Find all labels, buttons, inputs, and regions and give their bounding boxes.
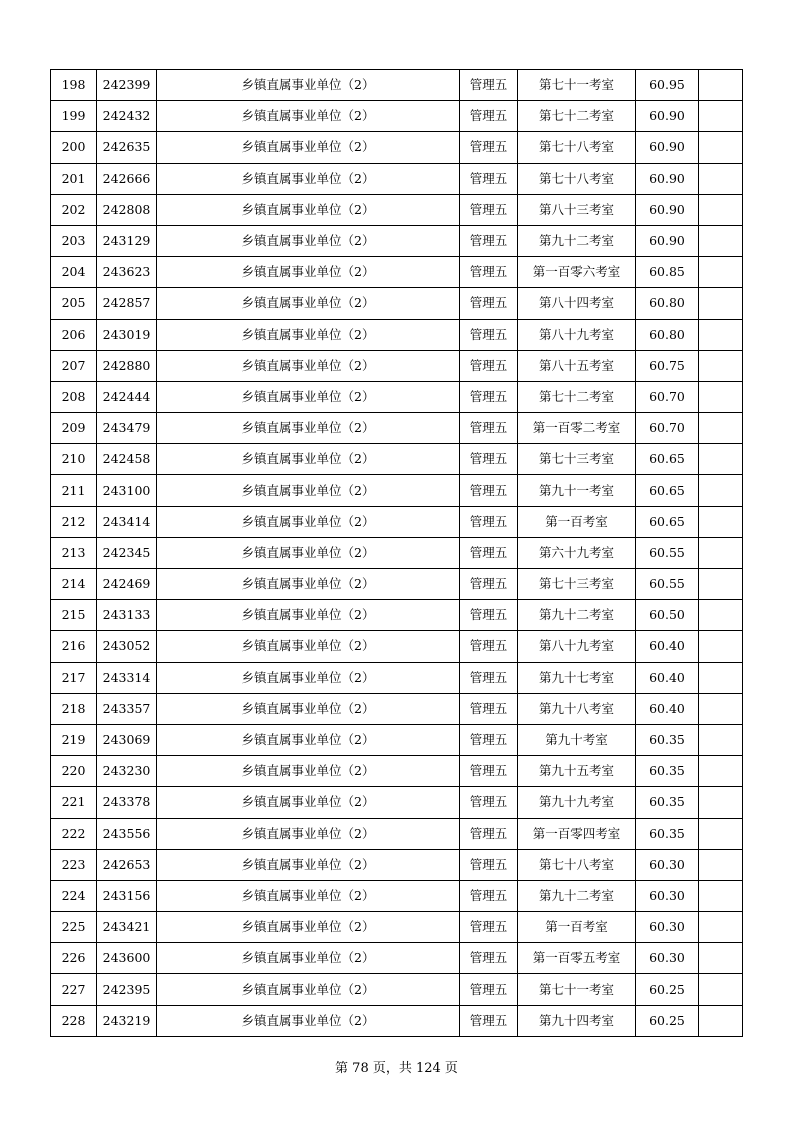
- note-cell: [699, 818, 743, 849]
- table-row: [51, 132, 743, 163]
- serial-cell: 224: [51, 880, 97, 911]
- score-cell: 60.95: [636, 70, 699, 101]
- unit-cell: 乡镇直属事业单位（2）: [157, 631, 460, 662]
- post-cell: 管理五: [460, 756, 518, 787]
- post-cell: 管理五: [460, 288, 518, 319]
- unit-cell: 乡镇直属事业单位（2）: [157, 444, 460, 475]
- exam-id-cell: 243156: [97, 880, 157, 911]
- serial-cell: 228: [51, 1005, 97, 1036]
- exam-id-cell: 243378: [97, 787, 157, 818]
- exam-room-cell: 第一百零六考室: [518, 257, 636, 288]
- table-row: [51, 693, 743, 724]
- unit-cell: 乡镇直属事业单位（2）: [157, 943, 460, 974]
- table-row: [51, 381, 743, 412]
- exam-id-cell: 243230: [97, 756, 157, 787]
- unit-cell: 乡镇直属事业单位（2）: [157, 724, 460, 755]
- table-row: [51, 724, 743, 755]
- serial-cell: 199: [51, 101, 97, 132]
- table-row: [51, 257, 743, 288]
- exam-room-cell: 第八十九考室: [518, 319, 636, 350]
- post-cell: 管理五: [460, 381, 518, 412]
- note-cell: [699, 288, 743, 319]
- note-cell: [699, 600, 743, 631]
- table-row: [51, 101, 743, 132]
- score-cell: 60.30: [636, 943, 699, 974]
- score-cell: 60.35: [636, 787, 699, 818]
- exam-room-cell: 第九十七考室: [518, 662, 636, 693]
- unit-cell: 乡镇直属事业单位（2）: [157, 662, 460, 693]
- exam-id-cell: 243623: [97, 257, 157, 288]
- table-row: [51, 818, 743, 849]
- table-row: [51, 537, 743, 568]
- table-row: [51, 849, 743, 880]
- table-row: [51, 194, 743, 225]
- serial-cell: 225: [51, 912, 97, 943]
- serial-cell: 210: [51, 444, 97, 475]
- table-row: [51, 631, 743, 662]
- note-cell: [699, 381, 743, 412]
- unit-cell: 乡镇直属事业单位（2）: [157, 381, 460, 412]
- note-cell: [699, 70, 743, 101]
- post-cell: 管理五: [460, 506, 518, 537]
- serial-cell: 215: [51, 600, 97, 631]
- post-cell: 管理五: [460, 880, 518, 911]
- table-row: [51, 225, 743, 256]
- exam-room-cell: 第八十九考室: [518, 631, 636, 662]
- note-cell: [699, 225, 743, 256]
- exam-room-cell: 第六十九考室: [518, 537, 636, 568]
- post-cell: 管理五: [460, 350, 518, 381]
- exam-room-cell: 第九十二考室: [518, 600, 636, 631]
- post-cell: 管理五: [460, 101, 518, 132]
- unit-cell: 乡镇直属事业单位（2）: [157, 101, 460, 132]
- unit-cell: 乡镇直属事业单位（2）: [157, 569, 460, 600]
- unit-cell: 乡镇直属事业单位（2）: [157, 506, 460, 537]
- score-cell: 60.65: [636, 475, 699, 506]
- exam-room-cell: 第八十五考室: [518, 350, 636, 381]
- note-cell: [699, 880, 743, 911]
- score-cell: 60.35: [636, 818, 699, 849]
- note-cell: [699, 194, 743, 225]
- score-cell: 60.90: [636, 225, 699, 256]
- serial-cell: 214: [51, 569, 97, 600]
- post-cell: 管理五: [460, 537, 518, 568]
- note-cell: [699, 444, 743, 475]
- score-cell: 60.70: [636, 381, 699, 412]
- note-cell: [699, 724, 743, 755]
- note-cell: [699, 319, 743, 350]
- unit-cell: 乡镇直属事业单位（2）: [157, 194, 460, 225]
- score-cell: 60.30: [636, 849, 699, 880]
- note-cell: [699, 413, 743, 444]
- serial-cell: 203: [51, 225, 97, 256]
- unit-cell: 乡镇直属事业单位（2）: [157, 70, 460, 101]
- exam-room-cell: 第八十三考室: [518, 194, 636, 225]
- unit-cell: 乡镇直属事业单位（2）: [157, 880, 460, 911]
- post-cell: 管理五: [460, 444, 518, 475]
- note-cell: [699, 1005, 743, 1036]
- page-footer: 第 78 页，共 124 页: [335, 1061, 458, 1076]
- exam-room-cell: 第七十八考室: [518, 163, 636, 194]
- serial-cell: 212: [51, 506, 97, 537]
- score-cell: 60.40: [636, 662, 699, 693]
- serial-cell: 202: [51, 194, 97, 225]
- post-cell: 管理五: [460, 1005, 518, 1036]
- score-cell: 60.50: [636, 600, 699, 631]
- score-cell: 60.25: [636, 1005, 699, 1036]
- post-cell: 管理五: [460, 849, 518, 880]
- table-body: [51, 70, 743, 1037]
- exam-room-cell: 第九十四考室: [518, 1005, 636, 1036]
- exam-id-cell: 242395: [97, 974, 157, 1005]
- exam-room-cell: 第九十一考室: [518, 475, 636, 506]
- post-cell: 管理五: [460, 569, 518, 600]
- note-cell: [699, 943, 743, 974]
- exam-room-cell: 第七十一考室: [518, 70, 636, 101]
- score-cell: 60.30: [636, 912, 699, 943]
- note-cell: [699, 631, 743, 662]
- exam-room-cell: 第七十八考室: [518, 849, 636, 880]
- post-cell: 管理五: [460, 319, 518, 350]
- post-cell: 管理五: [460, 693, 518, 724]
- serial-cell: 227: [51, 974, 97, 1005]
- note-cell: [699, 569, 743, 600]
- post-cell: 管理五: [460, 787, 518, 818]
- exam-id-cell: 243133: [97, 600, 157, 631]
- exam-id-cell: 243069: [97, 724, 157, 755]
- unit-cell: 乡镇直属事业单位（2）: [157, 475, 460, 506]
- exam-room-cell: 第七十三考室: [518, 569, 636, 600]
- unit-cell: 乡镇直属事业单位（2）: [157, 225, 460, 256]
- table-row: [51, 506, 743, 537]
- serial-cell: 211: [51, 475, 97, 506]
- unit-cell: 乡镇直属事业单位（2）: [157, 1005, 460, 1036]
- unit-cell: 乡镇直属事业单位（2）: [157, 163, 460, 194]
- serial-cell: 222: [51, 818, 97, 849]
- exam-id-cell: 243414: [97, 506, 157, 537]
- unit-cell: 乡镇直属事业单位（2）: [157, 537, 460, 568]
- score-cell: 60.35: [636, 756, 699, 787]
- score-cell: 60.30: [636, 880, 699, 911]
- unit-cell: 乡镇直属事业单位（2）: [157, 288, 460, 319]
- exam-room-cell: 第一百零五考室: [518, 943, 636, 974]
- note-cell: [699, 163, 743, 194]
- exam-id-cell: 242857: [97, 288, 157, 319]
- post-cell: 管理五: [460, 724, 518, 755]
- post-cell: 管理五: [460, 631, 518, 662]
- exam-id-cell: 243219: [97, 1005, 157, 1036]
- post-cell: 管理五: [460, 225, 518, 256]
- post-cell: 管理五: [460, 413, 518, 444]
- serial-cell: 200: [51, 132, 97, 163]
- post-cell: 管理五: [460, 600, 518, 631]
- serial-cell: 198: [51, 70, 97, 101]
- note-cell: [699, 132, 743, 163]
- score-cell: 60.90: [636, 101, 699, 132]
- exam-id-cell: 242880: [97, 350, 157, 381]
- serial-cell: 204: [51, 257, 97, 288]
- table-row: [51, 880, 743, 911]
- table-row: [51, 569, 743, 600]
- table-row: [51, 444, 743, 475]
- exam-id-cell: 242666: [97, 163, 157, 194]
- unit-cell: 乡镇直属事业单位（2）: [157, 350, 460, 381]
- exam-room-cell: 第七十二考室: [518, 101, 636, 132]
- unit-cell: 乡镇直属事业单位（2）: [157, 257, 460, 288]
- exam-id-cell: 242399: [97, 70, 157, 101]
- table-row: [51, 413, 743, 444]
- score-cell: 60.40: [636, 693, 699, 724]
- score-cell: 60.85: [636, 257, 699, 288]
- exam-id-cell: 242345: [97, 537, 157, 568]
- table-row: [51, 600, 743, 631]
- score-cell: 60.90: [636, 132, 699, 163]
- exam-id-cell: 243357: [97, 693, 157, 724]
- unit-cell: 乡镇直属事业单位（2）: [157, 787, 460, 818]
- unit-cell: 乡镇直属事业单位（2）: [157, 974, 460, 1005]
- exam-id-cell: 242458: [97, 444, 157, 475]
- score-cell: 60.90: [636, 194, 699, 225]
- post-cell: 管理五: [460, 943, 518, 974]
- exam-room-cell: 第九十考室: [518, 724, 636, 755]
- note-cell: [699, 693, 743, 724]
- table-row: [51, 163, 743, 194]
- exam-id-cell: 243600: [97, 943, 157, 974]
- exam-id-cell: 242808: [97, 194, 157, 225]
- exam-id-cell: 242432: [97, 101, 157, 132]
- serial-cell: 216: [51, 631, 97, 662]
- exam-id-cell: 243100: [97, 475, 157, 506]
- score-cell: 60.80: [636, 319, 699, 350]
- unit-cell: 乡镇直属事业单位（2）: [157, 912, 460, 943]
- score-cell: 60.25: [636, 974, 699, 1005]
- score-cell: 60.55: [636, 537, 699, 568]
- note-cell: [699, 475, 743, 506]
- unit-cell: 乡镇直属事业单位（2）: [157, 600, 460, 631]
- post-cell: 管理五: [460, 70, 518, 101]
- serial-cell: 213: [51, 537, 97, 568]
- note-cell: [699, 756, 743, 787]
- exam-id-cell: 243129: [97, 225, 157, 256]
- exam-room-cell: 第九十二考室: [518, 880, 636, 911]
- score-cell: 60.35: [636, 724, 699, 755]
- score-cell: 60.40: [636, 631, 699, 662]
- unit-cell: 乡镇直属事业单位（2）: [157, 818, 460, 849]
- table-row: [51, 912, 743, 943]
- serial-cell: 221: [51, 787, 97, 818]
- table-row: [51, 350, 743, 381]
- score-cell: 60.65: [636, 444, 699, 475]
- post-cell: 管理五: [460, 194, 518, 225]
- unit-cell: 乡镇直属事业单位（2）: [157, 849, 460, 880]
- serial-cell: 226: [51, 943, 97, 974]
- table-row: [51, 943, 743, 974]
- unit-cell: 乡镇直属事业单位（2）: [157, 693, 460, 724]
- table-row: [51, 974, 743, 1005]
- post-cell: 管理五: [460, 163, 518, 194]
- exam-room-cell: 第七十二考室: [518, 381, 636, 412]
- exam-room-cell: 第一百零四考室: [518, 818, 636, 849]
- serial-cell: 217: [51, 662, 97, 693]
- serial-cell: 219: [51, 724, 97, 755]
- unit-cell: 乡镇直属事业单位（2）: [157, 413, 460, 444]
- results-table: [50, 69, 743, 1037]
- post-cell: 管理五: [460, 974, 518, 1005]
- serial-cell: 205: [51, 288, 97, 319]
- serial-cell: 201: [51, 163, 97, 194]
- exam-id-cell: 243052: [97, 631, 157, 662]
- note-cell: [699, 974, 743, 1005]
- note-cell: [699, 849, 743, 880]
- exam-room-cell: 第九十二考室: [518, 225, 636, 256]
- exam-room-cell: 第九十九考室: [518, 787, 636, 818]
- post-cell: 管理五: [460, 475, 518, 506]
- serial-cell: 206: [51, 319, 97, 350]
- score-cell: 60.80: [636, 288, 699, 319]
- post-cell: 管理五: [460, 662, 518, 693]
- table-row: [51, 70, 743, 101]
- note-cell: [699, 257, 743, 288]
- note-cell: [699, 350, 743, 381]
- score-cell: 60.65: [636, 506, 699, 537]
- exam-id-cell: 242635: [97, 132, 157, 163]
- unit-cell: 乡镇直属事业单位（2）: [157, 756, 460, 787]
- score-cell: 60.55: [636, 569, 699, 600]
- post-cell: 管理五: [460, 257, 518, 288]
- exam-id-cell: 243556: [97, 818, 157, 849]
- exam-id-cell: 243421: [97, 912, 157, 943]
- exam-id-cell: 243019: [97, 319, 157, 350]
- table-row: [51, 475, 743, 506]
- table-row: [51, 662, 743, 693]
- exam-id-cell: 243479: [97, 413, 157, 444]
- serial-cell: 218: [51, 693, 97, 724]
- post-cell: 管理五: [460, 912, 518, 943]
- serial-cell: 220: [51, 756, 97, 787]
- serial-cell: 223: [51, 849, 97, 880]
- table-row: [51, 787, 743, 818]
- exam-id-cell: 242469: [97, 569, 157, 600]
- note-cell: [699, 506, 743, 537]
- score-cell: 60.75: [636, 350, 699, 381]
- note-cell: [699, 662, 743, 693]
- serial-cell: 209: [51, 413, 97, 444]
- exam-room-cell: 第一百考室: [518, 912, 636, 943]
- exam-room-cell: 第九十五考室: [518, 756, 636, 787]
- unit-cell: 乡镇直属事业单位（2）: [157, 319, 460, 350]
- note-cell: [699, 101, 743, 132]
- exam-room-cell: 第七十三考室: [518, 444, 636, 475]
- exam-id-cell: 242653: [97, 849, 157, 880]
- exam-room-cell: 第七十一考室: [518, 974, 636, 1005]
- serial-cell: 208: [51, 381, 97, 412]
- table-row: [51, 319, 743, 350]
- exam-room-cell: 第一百零二考室: [518, 413, 636, 444]
- note-cell: [699, 537, 743, 568]
- exam-room-cell: 第一百考室: [518, 506, 636, 537]
- note-cell: [699, 787, 743, 818]
- exam-room-cell: 第九十八考室: [518, 693, 636, 724]
- table-row: [51, 288, 743, 319]
- score-cell: 60.90: [636, 163, 699, 194]
- table-row: [51, 1005, 743, 1036]
- unit-cell: 乡镇直属事业单位（2）: [157, 132, 460, 163]
- post-cell: 管理五: [460, 818, 518, 849]
- serial-cell: 207: [51, 350, 97, 381]
- exam-room-cell: 第八十四考室: [518, 288, 636, 319]
- table-row: [51, 756, 743, 787]
- post-cell: 管理五: [460, 132, 518, 163]
- exam-id-cell: 243314: [97, 662, 157, 693]
- note-cell: [699, 912, 743, 943]
- exam-id-cell: 242444: [97, 381, 157, 412]
- score-cell: 60.70: [636, 413, 699, 444]
- exam-room-cell: 第七十八考室: [518, 132, 636, 163]
